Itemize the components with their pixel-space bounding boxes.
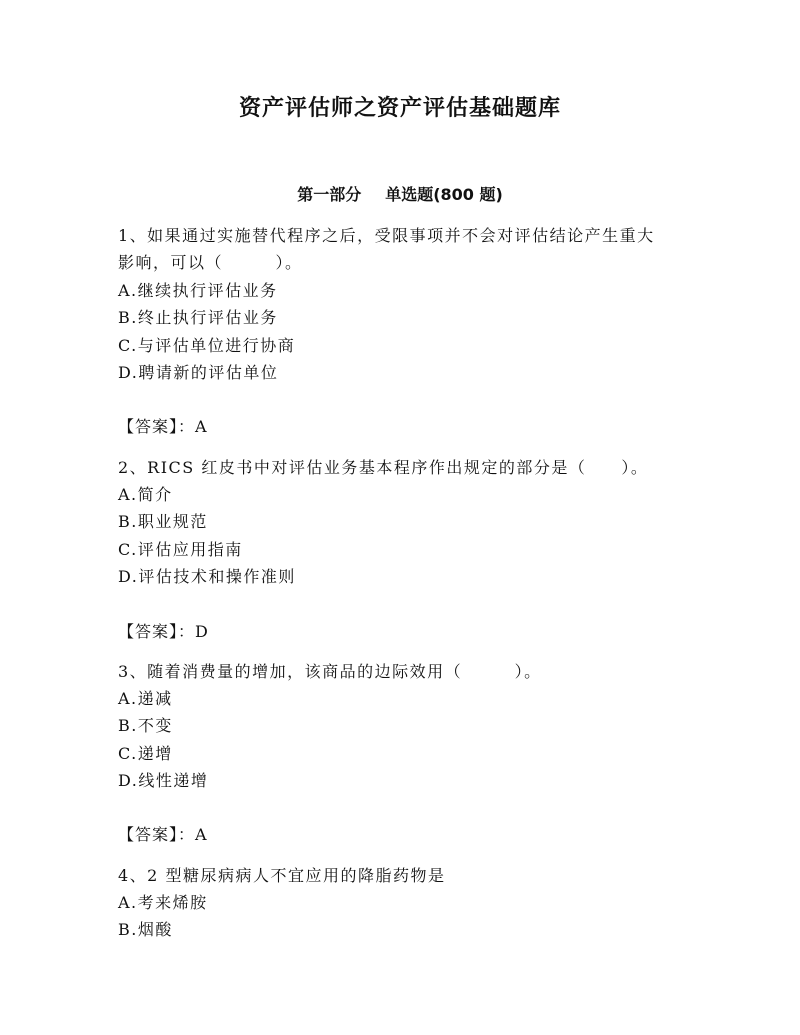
question-4-stem-line1: 4、2 型糖尿病病人不宜应用的降脂药物是 xyxy=(118,866,446,885)
question-1-stem-line2: 影响，可以（ ）。 xyxy=(118,253,303,272)
section-title xyxy=(0,183,800,207)
question-2-stem-line1: 2、RICS 红皮书中对评估业务基本程序作出规定的部分是（ ）。 xyxy=(118,458,649,477)
question-3-option-b: B.不变 xyxy=(118,716,173,735)
section-name: 单选题(800 题) xyxy=(385,185,503,204)
question-4-option-b: B.烟酸 xyxy=(118,920,173,939)
question-3-stem-line1: 3、随着消费量的增加，该商品的边际效用（ ）。 xyxy=(118,662,542,681)
question-3-option-a: A.递减 xyxy=(118,689,173,708)
question-2-option-d: D.评估技术和操作准则 xyxy=(118,567,296,586)
question-2-option-a: A.简介 xyxy=(118,485,173,504)
question-1-stem-line1: 1、如果通过实施替代程序之后，受限事项并不会对评估结论产生重大 xyxy=(118,226,655,245)
question-1-option-a: A.继续执行评估业务 xyxy=(118,281,278,300)
question-1-option-c: C.与评估单位进行协商 xyxy=(118,336,296,355)
question-2-option-c: C.评估应用指南 xyxy=(118,540,243,559)
question-4-option-a: A.考来烯胺 xyxy=(118,893,208,912)
question-2-answer: 【答案】：D xyxy=(118,622,209,641)
question-1-option-b: B.终止执行评估业务 xyxy=(118,308,278,327)
section-part: 第一部分 xyxy=(297,185,362,204)
question-1-option-d: D.聘请新的评估单位 xyxy=(118,363,279,382)
question-3-option-c: C.递增 xyxy=(118,744,173,763)
question-2-option-b: B.职业规范 xyxy=(118,512,208,531)
question-3-option-d: D.线性递增 xyxy=(118,771,209,790)
document-title: 资产评估师之资产评估基础题库 xyxy=(238,96,561,121)
question-1-answer: 【答案】：A xyxy=(118,417,208,436)
question-3-answer: 【答案】：A xyxy=(118,825,208,844)
